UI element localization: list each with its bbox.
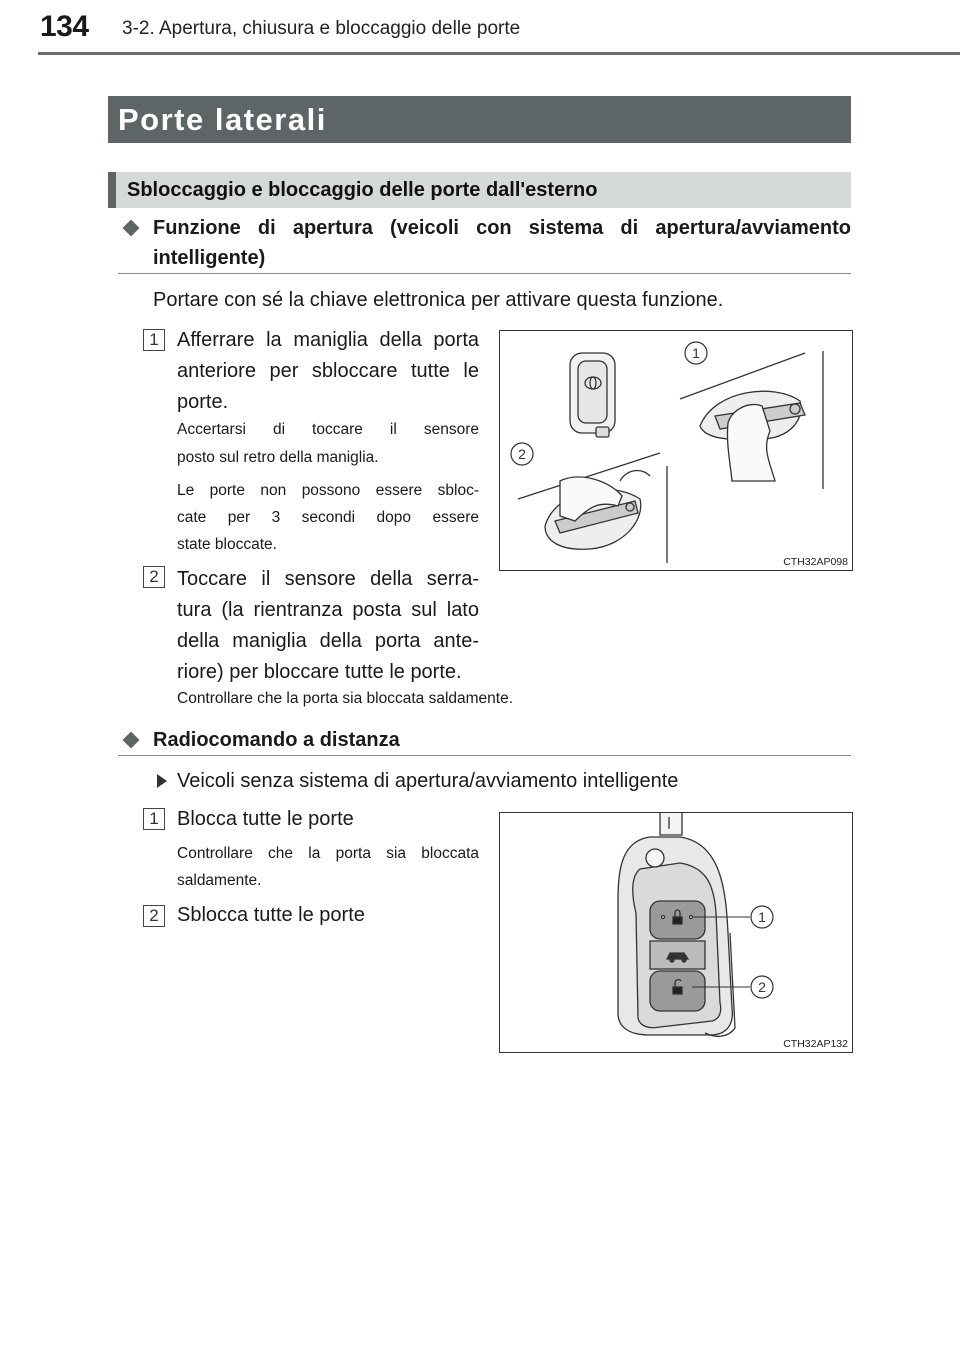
figure-code: CTH32AP098 bbox=[783, 556, 848, 568]
subsection-title: Sbloccaggio e bloccaggio delle porte dall'esterno bbox=[127, 179, 598, 201]
heading-remote-control: Radiocomando a distanza bbox=[153, 729, 400, 751]
step2-line3: della maniglia della porta ante- bbox=[177, 630, 479, 652]
step-number-2: 2 bbox=[143, 566, 165, 588]
step1-line2: anteriore per sbloccare tutte le bbox=[177, 360, 479, 382]
door-handle-illustration bbox=[500, 331, 852, 570]
heading-smart-entry-line2: intelligente) bbox=[153, 247, 266, 269]
section-title-bar bbox=[108, 96, 851, 143]
figure-remote-key bbox=[499, 812, 853, 1053]
step2-note: Controllare che la porta sia bloccata saldamente. bbox=[177, 690, 514, 707]
step1-note2-line1: Le porte non possono essere sbloc- bbox=[177, 482, 479, 499]
diamond-bullet-icon bbox=[123, 732, 140, 749]
triangle-bullet-icon bbox=[157, 774, 167, 788]
intro-text: Portare con sé la chiave elettronica per attivare questa funzione. bbox=[153, 289, 724, 311]
chapter-heading: 3-2. Apertura, chiusura e bloccaggio delle porte bbox=[122, 18, 521, 39]
figure-door-handle bbox=[499, 330, 853, 571]
step2-line4: riore) per bloccare tutte le porte. bbox=[177, 661, 462, 683]
step1-note1-line1: Accertarsi di toccare il sensore bbox=[177, 421, 479, 438]
heading-rule bbox=[118, 273, 851, 274]
step1-note2-line2: cate per 3 secondi dopo essere bbox=[177, 509, 479, 526]
figure-callout-1: 1 bbox=[758, 909, 766, 925]
step2-line1: Toccare il sensore della serra- bbox=[177, 568, 479, 590]
figure-code: CTH32AP132 bbox=[783, 1038, 848, 1050]
header-rule bbox=[38, 52, 960, 55]
step2-line2: tura (la rientranza posta sul lato bbox=[177, 599, 479, 621]
page-number: 134 bbox=[40, 10, 89, 43]
subsection-accent bbox=[108, 172, 116, 208]
heading-smart-entry-line1: Funzione di apertura (veicoli con sistema di apertura/avviamento bbox=[153, 217, 851, 239]
figure-callout-1: 1 bbox=[692, 345, 700, 361]
step1-line1: Afferrare la maniglia della porta bbox=[177, 329, 479, 351]
subsection-bar bbox=[108, 172, 851, 208]
diamond-bullet-icon bbox=[123, 220, 140, 237]
heading-rule bbox=[118, 755, 851, 756]
lock-step-text: Blocca tutte le porte bbox=[177, 808, 354, 830]
section-title: Porte laterali bbox=[118, 102, 327, 137]
figure-callout-2: 2 bbox=[758, 979, 766, 995]
step-number-1: 1 bbox=[143, 329, 165, 351]
step-number-2: 2 bbox=[143, 905, 165, 927]
lock-step-note-line2: saldamente. bbox=[177, 872, 262, 889]
step1-note2-line3: state bloccate. bbox=[177, 536, 277, 553]
remote-key-illustration bbox=[500, 813, 852, 1052]
lock-step-note-line1: Controllare che la porta sia bloccata bbox=[177, 845, 479, 862]
remote-subheading: Veicoli senza sistema di apertura/avviamento intelligente bbox=[177, 770, 679, 792]
unlock-step-text: Sblocca tutte le porte bbox=[177, 904, 365, 926]
step1-note1-line2: posto sul retro della maniglia. bbox=[177, 449, 379, 466]
figure-callout-2: 2 bbox=[518, 446, 526, 462]
step1-line3: porte. bbox=[177, 391, 229, 413]
step-number-1: 1 bbox=[143, 808, 165, 830]
